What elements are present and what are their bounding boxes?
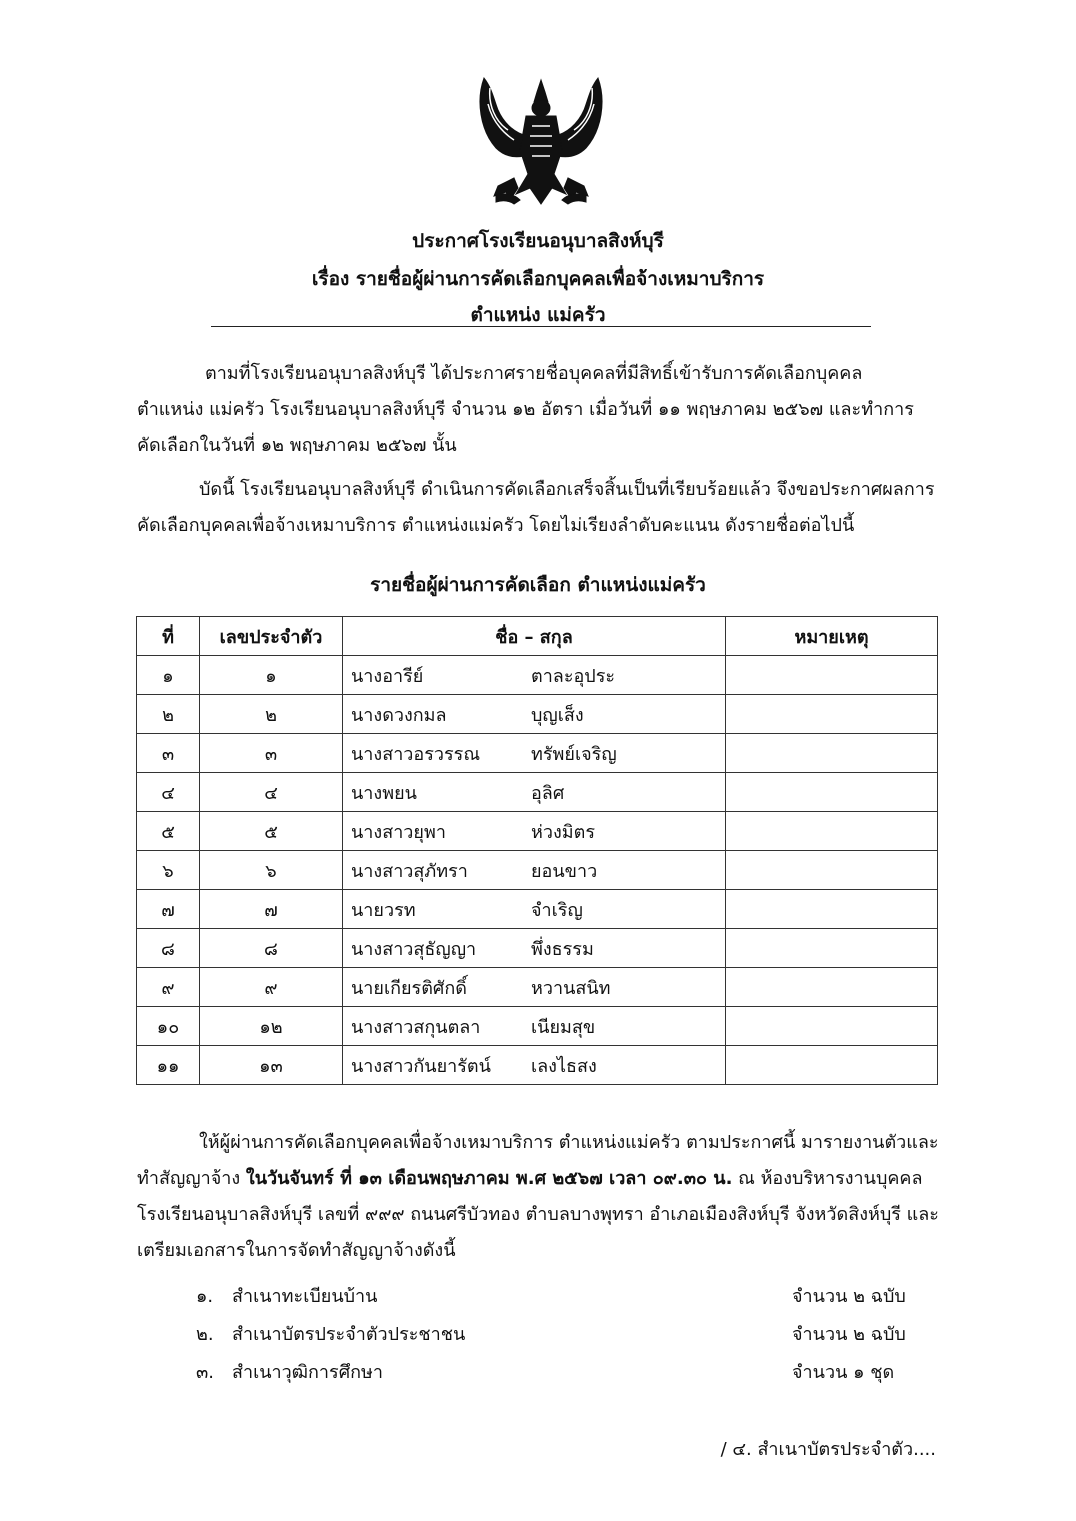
cell-id: ๔ bbox=[200, 773, 343, 812]
table-row bbox=[137, 851, 938, 890]
cell-id: ๘ bbox=[200, 929, 343, 968]
given-name: นายวรท bbox=[351, 899, 416, 921]
passed-candidates-table bbox=[136, 616, 938, 1085]
document-name: สำเนาทะเบียนบ้าน bbox=[232, 1286, 378, 1307]
cell-no: ๔ bbox=[137, 773, 200, 812]
table-header-row bbox=[137, 617, 938, 656]
table-row bbox=[137, 929, 938, 968]
document-number: ๑. bbox=[196, 1286, 214, 1307]
table-row bbox=[137, 734, 938, 773]
cell-no: ๙ bbox=[137, 968, 200, 1007]
cell-remark bbox=[726, 734, 938, 773]
cell-name bbox=[343, 851, 726, 890]
col-header-no: ที่ bbox=[137, 617, 200, 656]
list-item bbox=[196, 1354, 916, 1392]
surname: จำเริญ bbox=[531, 899, 583, 921]
col-header-id: เลขประจำตัว bbox=[200, 617, 343, 656]
table-row bbox=[137, 695, 938, 734]
table-row bbox=[137, 1007, 938, 1046]
cell-name bbox=[343, 1007, 726, 1046]
cell-no: ๓ bbox=[137, 734, 200, 773]
documents-list bbox=[196, 1278, 916, 1392]
instruction-line-3: โรงเรียนอนุบาลสิงห์บุรี เลขที่ ๙๙๙ ถนนศรีบัวทอง ตำบลบางพุทรา อำเภอเมืองสิงห์บุรี จังหวัดสิงห์บุรี และ bbox=[137, 1204, 939, 1225]
cell-remark bbox=[726, 929, 938, 968]
cell-remark bbox=[726, 773, 938, 812]
cell-id: ๑๒ bbox=[200, 1007, 343, 1046]
cell-name bbox=[343, 1046, 726, 1085]
intro-paragraph bbox=[137, 356, 945, 464]
table-row bbox=[137, 968, 938, 1007]
appointment-date: ในวันจันทร์ ที่ ๑๓ เดือนพฤษภาคม พ.ศ ๒๕๖๗ เวลา ๐๙.๓๐ น. bbox=[245, 1168, 733, 1189]
cell-name bbox=[343, 968, 726, 1007]
given-name: นางสาวยุพา bbox=[351, 821, 446, 843]
cell-id: ๒ bbox=[200, 695, 343, 734]
cell-name bbox=[343, 656, 726, 695]
cell-remark bbox=[726, 1046, 938, 1085]
surname: เนียมสุข bbox=[531, 1016, 596, 1038]
document-number: ๓. bbox=[196, 1362, 215, 1383]
cell-no: ๒ bbox=[137, 695, 200, 734]
cell-name bbox=[343, 929, 726, 968]
table-row bbox=[137, 812, 938, 851]
col-header-name: ชื่อ – สกุล bbox=[343, 617, 726, 656]
header-divider bbox=[211, 326, 871, 327]
table-row bbox=[137, 1046, 938, 1085]
document-name: สำเนาวุฒิการศึกษา bbox=[232, 1362, 383, 1383]
given-name: นางสาวสุธัญญา bbox=[351, 938, 477, 960]
surname: ยอนขาว bbox=[531, 860, 598, 882]
cell-remark bbox=[726, 890, 938, 929]
given-name: นางสาวอรวรรณ bbox=[351, 743, 481, 765]
cell-name bbox=[343, 890, 726, 929]
surname: ตาละอุประ bbox=[531, 665, 616, 687]
col-header-remark: หมายเหตุ bbox=[726, 617, 938, 656]
cell-remark bbox=[726, 968, 938, 1007]
surname: พึ่งธรรม bbox=[531, 938, 594, 960]
table-title: รายชื่อผู้ผ่านการคัดเลือก ตำแหน่งแม่ครัว bbox=[370, 574, 706, 596]
instruction-line-4: เตรียมเอกสารในการจัดทำสัญญาจ้างดังนี้ bbox=[137, 1240, 456, 1261]
document-name: สำเนาบัตรประจำตัวประชาชน bbox=[232, 1324, 466, 1345]
cell-remark bbox=[726, 812, 938, 851]
surname: อุลิศ bbox=[531, 782, 565, 804]
cell-id: ๓ bbox=[200, 734, 343, 773]
document-number: ๒. bbox=[196, 1324, 214, 1345]
document-quantity: จำนวน ๒ ฉบับ bbox=[792, 1286, 906, 1307]
cell-id: ๗ bbox=[200, 890, 343, 929]
table-body bbox=[137, 656, 938, 1085]
cell-no: ๘ bbox=[137, 929, 200, 968]
given-name: นางสาวสกุนตลา bbox=[351, 1016, 481, 1038]
surname: ห่วงมิตร bbox=[531, 821, 595, 843]
given-name: นางสาวสุภัทรา bbox=[351, 860, 468, 882]
given-name: นายเกียรติศักดิ์ bbox=[351, 977, 467, 999]
document-quantity: จำนวน ๒ ฉบับ bbox=[792, 1324, 906, 1345]
cell-no: ๗ bbox=[137, 890, 200, 929]
surname: หวานสนิท bbox=[531, 977, 611, 999]
continued-footer: / ๔. สำเนาบัตรประจำตัว.... bbox=[720, 1439, 936, 1460]
cell-name bbox=[343, 812, 726, 851]
cell-no: ๕ bbox=[137, 812, 200, 851]
instruction-line-1: ให้ผู้ผ่านการคัดเลือกบุคคลเพื่อจ้างเหมาบริการ ตำแหน่งแม่ครัว ตามประกาศนี้ มารายงานตัวและ bbox=[199, 1132, 939, 1153]
table-row bbox=[137, 890, 938, 929]
cell-name bbox=[343, 695, 726, 734]
table-row bbox=[137, 773, 938, 812]
instruction-line-2c: ณ ห้องบริหารงานบุคคล bbox=[732, 1168, 923, 1189]
cell-id: ๙ bbox=[200, 968, 343, 1007]
list-item bbox=[196, 1278, 916, 1316]
announcement-position: ตำแหน่ง แม่ครัว bbox=[470, 304, 606, 326]
document-quantity: จำนวน ๑ ชุด bbox=[792, 1362, 895, 1383]
garuda-emblem-icon bbox=[474, 70, 608, 210]
instruction-line-2a: ทำสัญญาจ้าง bbox=[137, 1168, 246, 1189]
cell-no: ๑๐ bbox=[137, 1007, 200, 1046]
cell-no: ๖ bbox=[137, 851, 200, 890]
list-item bbox=[196, 1316, 916, 1354]
given-name: นางดวงกมล bbox=[351, 704, 447, 726]
cell-name bbox=[343, 773, 726, 812]
announcement-title: ประกาศโรงเรียนอนุบาลสิงห์บุรี bbox=[412, 230, 664, 252]
cell-remark bbox=[726, 656, 938, 695]
cell-id: ๖ bbox=[200, 851, 343, 890]
result-paragraph bbox=[137, 472, 945, 544]
surname: เลงไธสง bbox=[531, 1055, 597, 1077]
surname: ทรัพย์เจริญ bbox=[531, 743, 617, 765]
instruction-paragraph bbox=[137, 1125, 945, 1269]
surname: บุญเส็ง bbox=[531, 704, 584, 726]
table-row bbox=[137, 656, 938, 695]
result-line-1: บัดนี้ โรงเรียนอนุบาลสิงห์บุรี ดำเนินการคัดเลือกเสร็จสิ้นเป็นที่เรียบร้อยแล้ว จึงขอประกาศผลการ bbox=[199, 479, 935, 500]
given-name: นางอารีย์ bbox=[351, 665, 424, 687]
intro-line-1: ตามที่โรงเรียนอนุบาลสิงห์บุรี ได้ประกาศรายชื่อบุคคลที่มีสิทธิ์เข้ารับการคัดเลือกบุคคล bbox=[205, 363, 863, 384]
cell-no: ๑๑ bbox=[137, 1046, 200, 1085]
cell-id: ๑ bbox=[200, 656, 343, 695]
result-line-2: คัดเลือกบุคคลเพื่อจ้างเหมาบริการ ตำแหน่งแม่ครัว โดยไม่เรียงลำดับคะแนน ดังรายชื่อต่อไปนี้ bbox=[137, 515, 855, 536]
given-name: นางสาวกันยารัตน์ bbox=[351, 1055, 491, 1077]
intro-line-3: คัดเลือกในวันที่ ๑๒ พฤษภาคม ๒๕๖๗ นั้น bbox=[137, 435, 457, 456]
cell-remark bbox=[726, 1007, 938, 1046]
given-name: นางพยน bbox=[351, 782, 417, 804]
cell-remark bbox=[726, 695, 938, 734]
instruction-line-2 bbox=[137, 1161, 945, 1197]
intro-line-2: ตำแหน่ง แม่ครัว โรงเรียนอนุบาลสิงห์บุรี จำนวน ๑๒ อัตรา เมื่อวันที่ ๑๑ พฤษภาคม ๒๕๖๗ และทำการ bbox=[137, 399, 914, 420]
cell-remark bbox=[726, 851, 938, 890]
cell-no: ๑ bbox=[137, 656, 200, 695]
announcement-subject: เรื่อง รายชื่อผู้ผ่านการคัดเลือกบุคคลเพื่อจ้างเหมาบริการ bbox=[311, 268, 765, 290]
cell-name bbox=[343, 734, 726, 773]
cell-id: ๑๓ bbox=[200, 1046, 343, 1085]
cell-id: ๕ bbox=[200, 812, 343, 851]
